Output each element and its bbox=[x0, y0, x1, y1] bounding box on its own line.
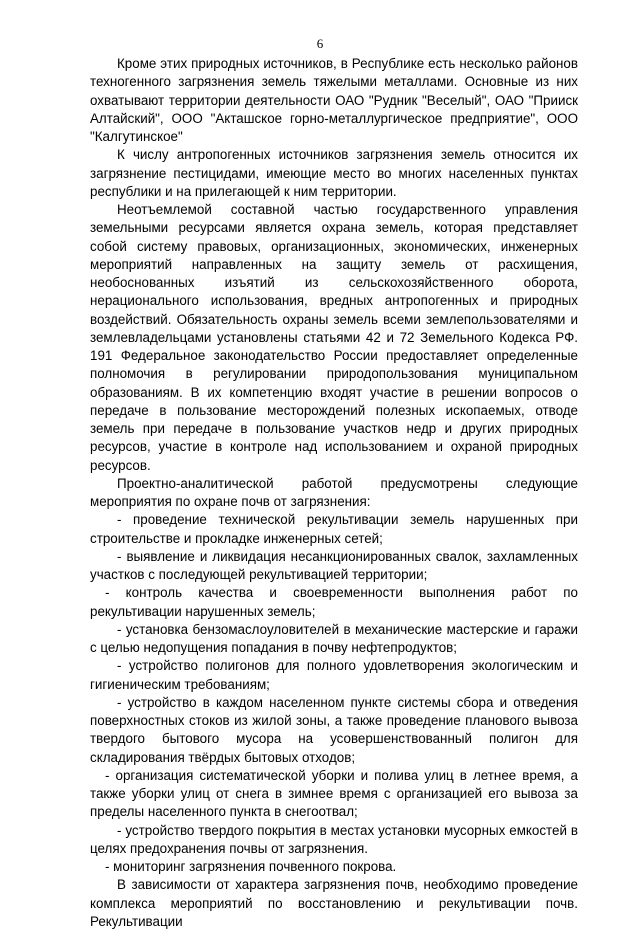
document-body bbox=[90, 55, 578, 931]
paragraph-land-protection: Неотъемлемой составной частью государственного управления земельными ресурсами является охрана земель, которая представляет собой систему правовых, организационных, экономических, инженерных мероприятий направленных на защиту земель от расхищения, необоснованных изъятий из сельскохозяйственного оборота, нерационального использования, вредных антропогенных и природных воздействий. Обязательность охраны земель всеми землепользователями и землевладельцами установлены статьями 42 и 72 Земельного Кодекса РФ. 191 Федеральное законодательство России предоставляет определенные полномочия в регулировании природопользования муниципальном образованиям. В их компетенцию входят участие в решении вопросов о передаче в пользование месторождений полезных ископаемых, отводе земель при передаче в пользование участков недр и других природных ресурсов, участие в контроле над использованием и охраной природных ресурсов. bbox=[90, 202, 578, 473]
list-item-runoff-system: - устройство в каждом населенном пункте системы сбора и отведения поверхностных стоков из жилой зоны, а также проведение планового вывоза твердого бытового мусора на усовершенствованный полигон для складирования твёрдых бытовых отходов; bbox=[90, 694, 578, 765]
list-item-landfills: - устройство полигонов для полного удовлетворения экологическим и гигиеническим требованиям; bbox=[90, 658, 578, 692]
list-item-oil-separators: - установка бензомаслоуловителей в механические мастерские и гаражи с целью недопущения попадания в почву нефтепродуктов; bbox=[90, 621, 578, 655]
list-item-street-cleaning: - организация систематической уборки и полива улиц в летнее время, а также уборки улиц от снега в зимнее время с организацией его вывоза за пределы населенного пункта в снегоотвал; bbox=[90, 767, 578, 820]
page-number: 6 bbox=[316, 36, 324, 51]
paragraph-measures-intro: Проектно-аналитической работой предусмотрены следующие мероприятия по охране почв от загрязнения: bbox=[90, 475, 578, 509]
list-item-illegal-dumps: - выявление и ликвидация несанкционированных свалок, захламленных участков с последующей рекультивацией территории; bbox=[90, 548, 578, 582]
paragraph-pesticides: К числу антропогенных источников загрязнения земель относится их загрязнение пестицидами, имеющие место во многих населенных пунктах республики и на прилегающей к ним территории. bbox=[90, 147, 578, 199]
paragraph-closing: В зависимости от характера загрязнения почв, необходимо проведение комплекса мероприятий по восстановлению и рекультивации почв. Рекультивации bbox=[90, 877, 578, 929]
paragraph-technogenic-pollution: Кроме этих природных источников, в Республике есть несколько районов техногенного загрязнения земель тяжелыми металлами. Основные из них охватывают территории деятельности ОАО "Рудник "Веселый", ОАО "Прииск Алтайский", ООО "Акташское горно-металлургическое предприятие", ООО "Калгутинское" bbox=[90, 56, 578, 144]
list-item-quality-control: - контроль качества и своевременности выполнения работ по рекультивации нарушенных земель; bbox=[90, 585, 578, 619]
list-item-monitoring: - мониторинг загрязнения почвенного покрова. bbox=[105, 859, 397, 874]
list-item-hard-surface: - устройство твердого покрытия в местах установки мусорных емкостей в целях предохранения почвы от загрязнения. bbox=[90, 822, 578, 856]
list-item-technical-recultivation: - проведение технической рекультивации земель нарушенных при строительстве и прокладке инженерных сетей; bbox=[90, 512, 578, 546]
